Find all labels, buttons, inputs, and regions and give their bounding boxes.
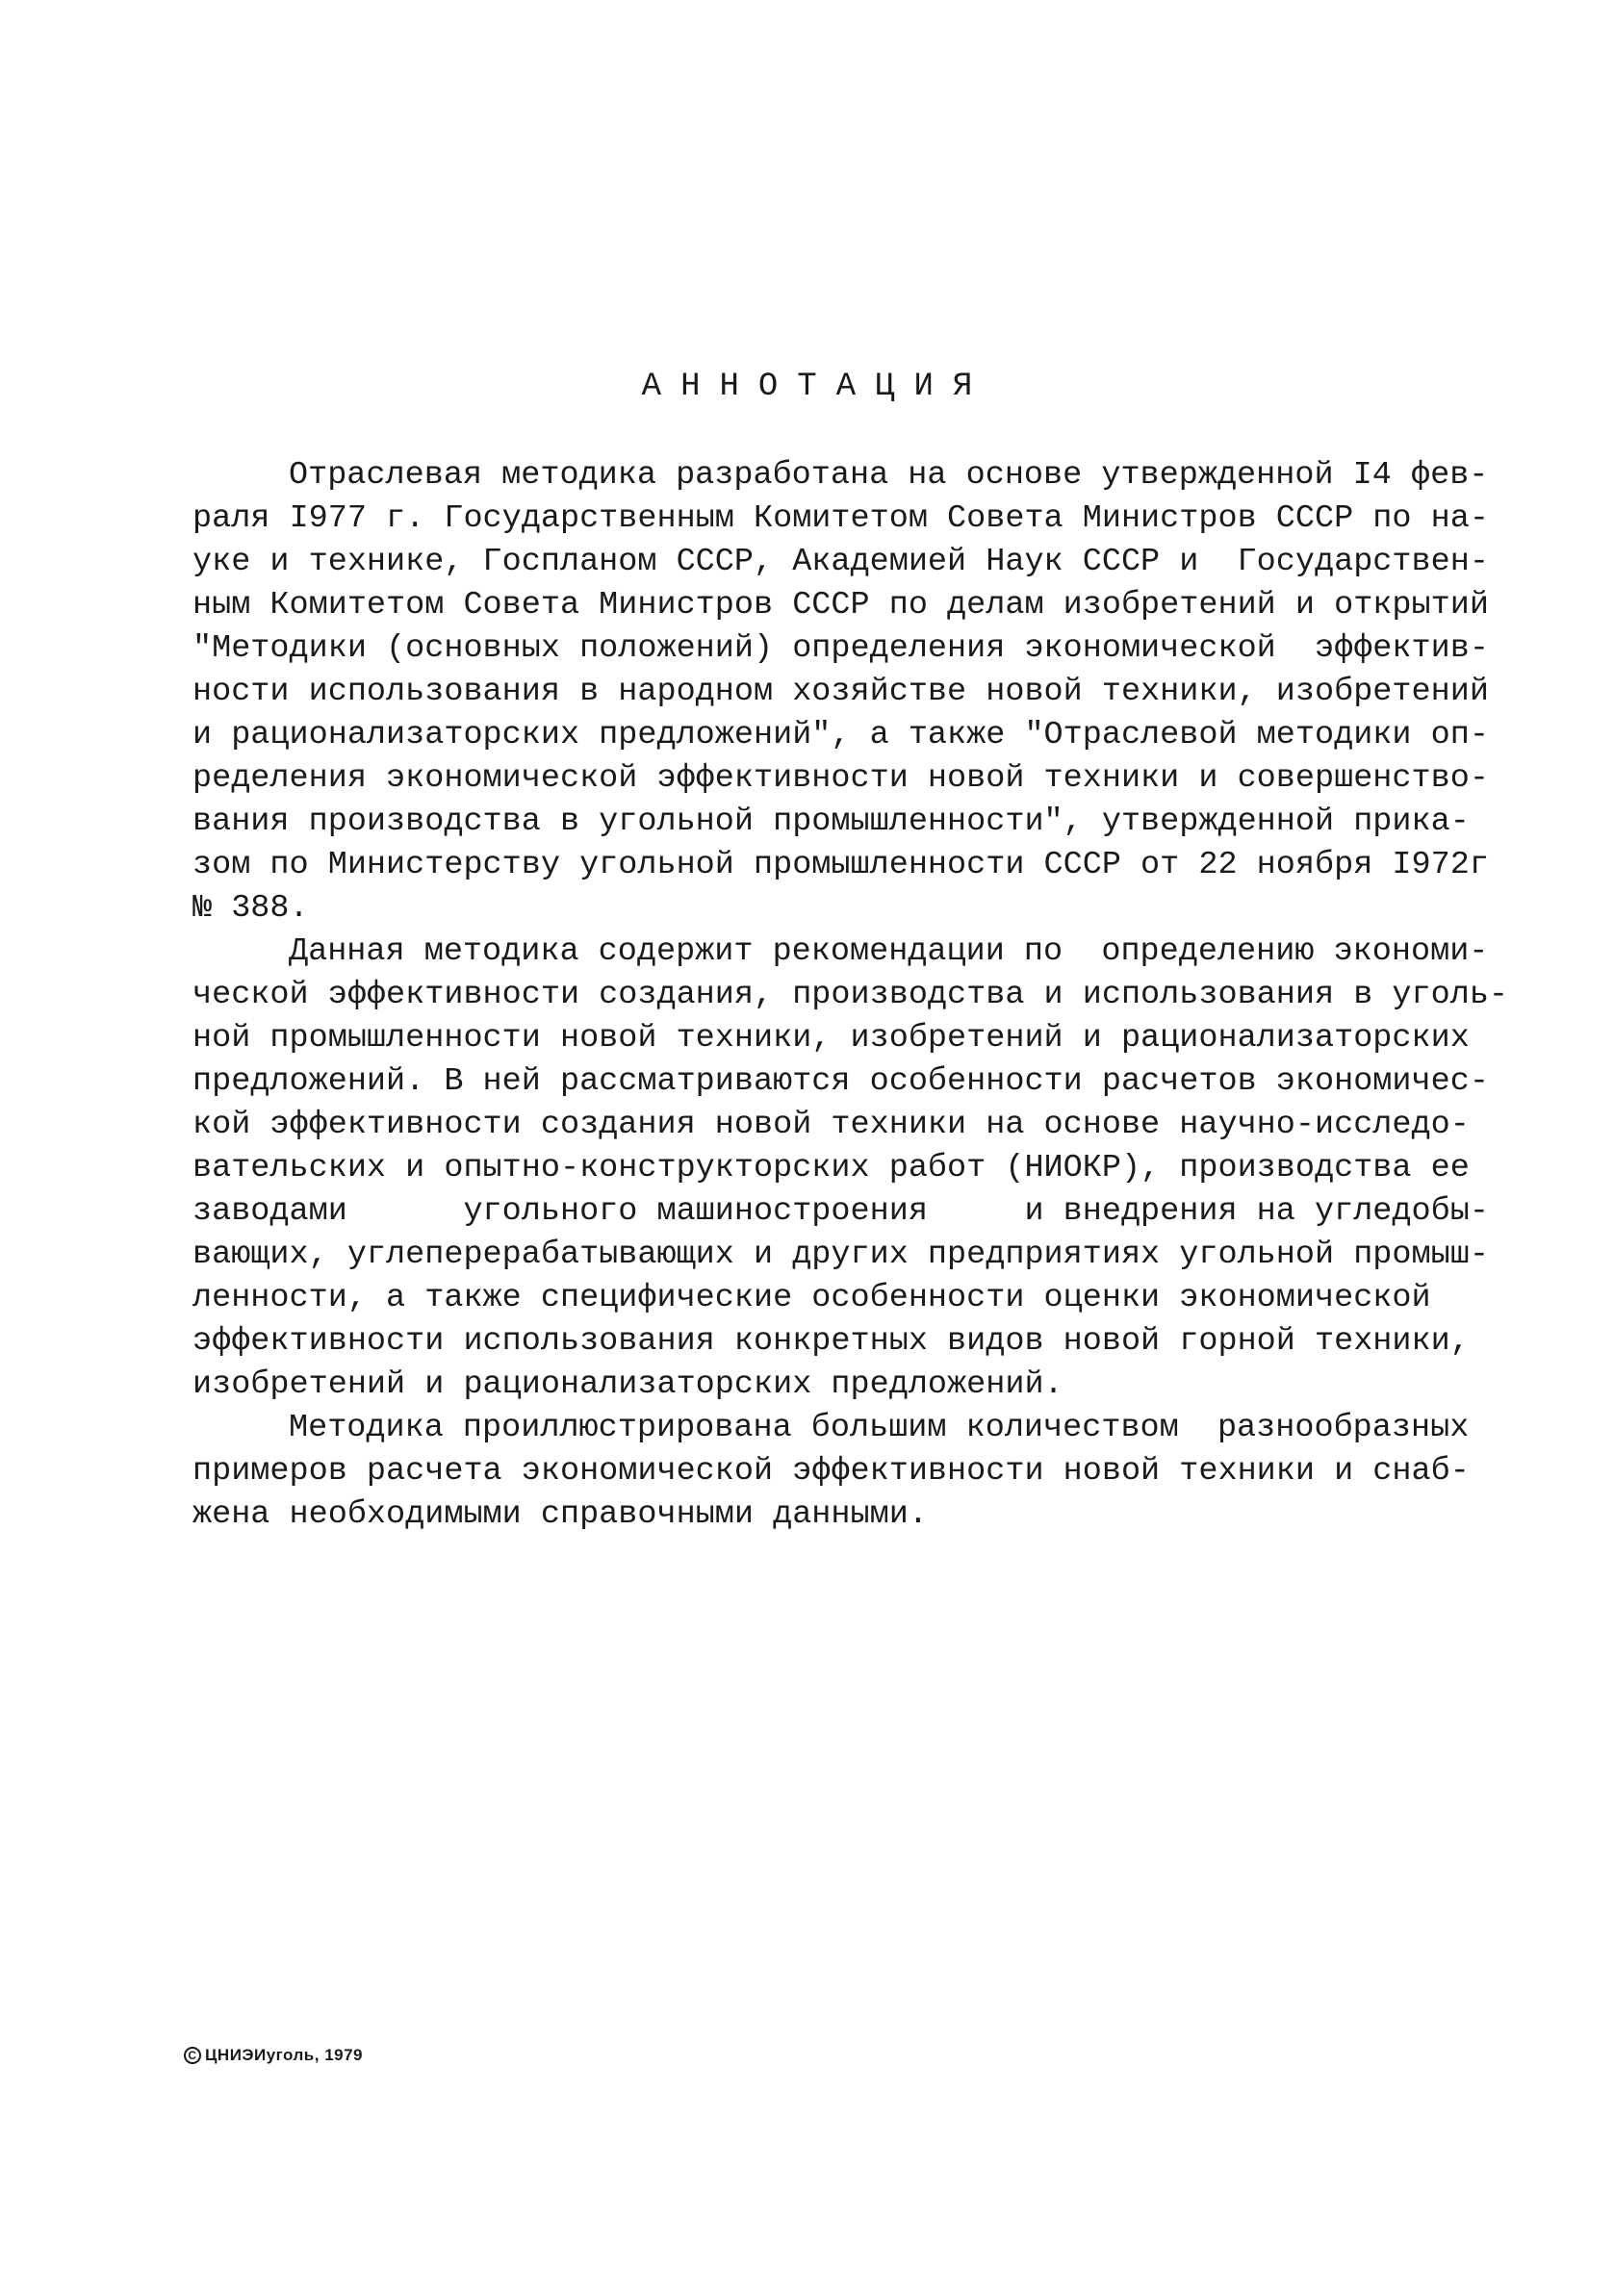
paragraph-2-line: эффективности использования конкретных видов новой горной техники, — [192, 1323, 1470, 1360]
copyright-notice — [184, 2046, 363, 2065]
paragraph-1-line: № 388. — [192, 890, 309, 927]
paragraph-2-line: ческой эффективности создания, производства и использования в уголь- — [192, 977, 1509, 1013]
paragraph-2-line: вающих, углеперерабатывающих и других предприятиях угольной промыш- — [192, 1237, 1489, 1273]
paragraph-2-line: предложений. В ней рассматриваются особенности расчетов экономичес- — [192, 1063, 1489, 1100]
paragraph-1-line: раля I977 г. Государственным Комитетом Совета Министров СССР по на- — [192, 500, 1489, 537]
paragraph-1-line: ным Комитетом Совета Министров СССР по делам изобретений и открытий — [192, 587, 1489, 624]
paragraph-3-line: примеров расчета экономической эффективности новой техники и снаб- — [192, 1453, 1470, 1490]
paragraph-1-line: Отраслевая методика разработана на основе утвержденной I4 фев- — [289, 457, 1489, 494]
paragraph-1-line: "Методики (основных положений) определения экономической эффектив- — [192, 630, 1489, 667]
annotation-title: АННОТАЦИЯ — [641, 369, 992, 405]
paragraph-2-line: заводами угольного машиностроения и внедрения на угледобы- — [192, 1193, 1489, 1230]
paragraph-1-line: зом по Министерству угольной промышленности СССР от 22 ноября I972г — [192, 847, 1489, 883]
paragraph-3-line: жена необходимыми справочными данными. — [192, 1496, 928, 1533]
copyright-text: ЦНИЭИуголь, 1979 — [205, 2046, 364, 2064]
paragraph-2-line: изобретений и рационализаторских предложений. — [192, 1366, 1063, 1403]
paragraph-2-line: кой эффективности создания новой техники на основе научно-исследо- — [192, 1107, 1470, 1143]
paragraph-1-line: ределения экономической эффективности новой техники и совершенство- — [192, 760, 1489, 797]
paragraph-2-line: ленности, а также специфические особенности оценки экономической — [192, 1280, 1431, 1316]
annotation-body — [192, 454, 1509, 1537]
paragraph-1-line: вания производства в угольной промышленности", утвержденной прика- — [192, 804, 1470, 840]
paragraph-2-line: Данная методика содержит рекомендации по определению экономи- — [289, 933, 1489, 970]
paragraph-1-line: ности использования в народном хозяйстве новой техники, изобретений — [192, 674, 1489, 710]
paragraph-2-line: ной промышленности новой техники, изобретений и рационализаторских — [192, 1020, 1470, 1057]
copyright-icon: C — [184, 2047, 201, 2064]
paragraph-1-line: уке и технике, Госпланом СССР, Академией Наук СССР и Государствен- — [192, 544, 1489, 580]
paragraph-1-line: и рационализаторских предложений", а также "Отраслевой методики оп- — [192, 717, 1489, 753]
paragraph-3-line: Методика проиллюстрирована большим количеством разнообразных — [289, 1410, 1470, 1446]
paragraph-2-line: вательских и опытно-конструкторских работ (НИОКР), производства ее — [192, 1150, 1470, 1186]
